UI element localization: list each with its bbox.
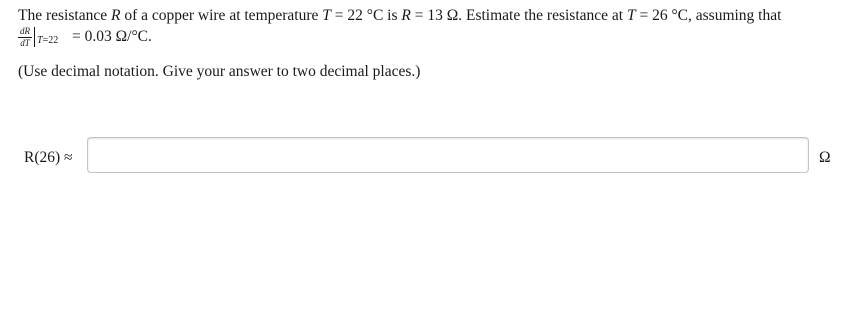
variable-t: T <box>626 7 636 24</box>
derivative-expression <box>18 26 848 52</box>
eval-variable: T <box>37 35 43 46</box>
problem-text: = 26 °C, assuming that <box>635 7 782 24</box>
derivative-numerator: dR <box>20 26 30 36</box>
problem-text: The resistance <box>18 7 111 24</box>
derivative-value: = 0.03 Ω/°C. <box>72 28 152 45</box>
answer-input[interactable] <box>87 137 809 173</box>
variable-r: R <box>401 7 411 24</box>
unit-label: Ω <box>819 149 831 166</box>
problem-statement <box>18 6 848 52</box>
variable-t: T <box>322 7 331 24</box>
answer-label: R(26) ≈ <box>24 149 73 166</box>
derivative-denominator: dT <box>20 38 30 48</box>
problem-text-line <box>18 6 848 26</box>
problem-text: = 22 °C is <box>330 7 402 24</box>
evaluation-bar <box>34 27 35 47</box>
evaluation-point <box>37 36 58 46</box>
problem-text: = 13 Ω. Estimate the resistance at <box>410 7 627 24</box>
problem-text: of a copper wire at temperature <box>120 7 323 24</box>
variable-r: R <box>110 7 121 24</box>
instruction-text: (Use decimal notation. Give your answer to two decimal places.) <box>18 63 421 80</box>
derivative-fraction <box>18 27 32 48</box>
eval-value: =22 <box>42 35 59 46</box>
